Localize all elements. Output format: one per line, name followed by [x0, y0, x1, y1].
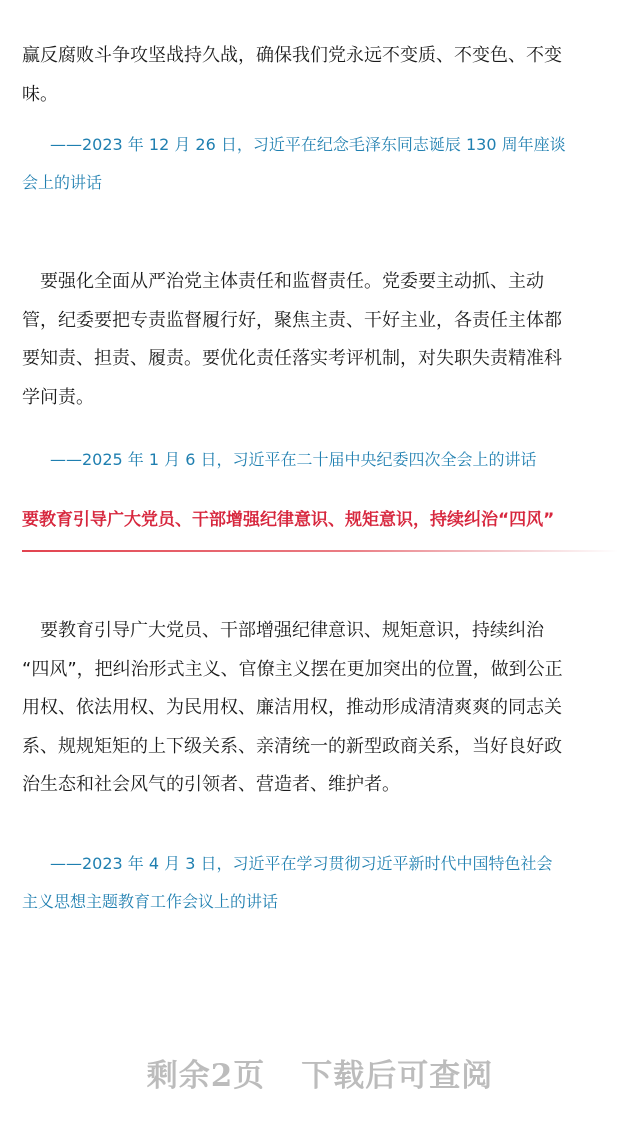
paragraph-line: 要知责、担责、履责。要优化责任落实考评机制，对失职失责精准科: [22, 348, 562, 369]
citation-line: 主义思想主题教育工作会议上的讲话: [22, 892, 279, 911]
section-heading: 要教育引导广大党员、干部增强纪律意识、规矩意识，持续纠治“四风”: [22, 510, 555, 530]
source-citation-3: [22, 845, 622, 921]
citation-line: 会上的讲话: [22, 173, 103, 192]
citation-line: ——2023 年 4 月 3 日，习近平在学习贯彻习近平新时代中国特色社会: [50, 854, 553, 873]
paragraph-line: 味。: [22, 83, 58, 105]
citation-line: ——2023 年 12 月 26 日，习近平在纪念毛泽东同志诞辰 130 周年座谈: [50, 135, 566, 154]
paragraph-line: “四风”，把纠治形式主义、官僚主义摆在更加突出的位置，做到公正: [22, 658, 563, 680]
paragraph-line: 赢反腐败斗争攻坚战持久战，确保我们党永远不变质、不变色、不变: [22, 45, 562, 66]
source-citation-1: [22, 126, 622, 202]
quote-block-1: [22, 37, 622, 114]
section-divider: [22, 550, 618, 552]
paragraph-line: 治生态和社会风气的引领者、营造者、维护者。: [22, 774, 400, 795]
quote-paragraph: [22, 612, 622, 805]
quote-block-3: [22, 612, 622, 805]
source-citation-2: [22, 441, 622, 479]
paragraph-line: 管，纪委要把专责监督履行好，聚焦主责、干好主业，各责任主体都: [22, 309, 562, 331]
paragraph-line: 要强化全面从严治党主体责任和监督责任。党委要主动抓、主动: [22, 271, 544, 292]
citation-line: ——2025 年 1 月 6 日，习近平在二十届中央纪委四次全会上的讲话: [50, 450, 537, 469]
quote-paragraph: [22, 263, 622, 417]
quote-paragraph: [22, 37, 622, 114]
remaining-pages-label: 剩余2页: [146, 1058, 266, 1094]
download-to-view-label: 下载后可查阅: [301, 1058, 494, 1094]
download-prompt[interactable]: [0, 1050, 640, 1095]
paragraph-line: 系、规规矩矩的上下级关系、亲清统一的新型政商关系，当好良好政: [22, 735, 562, 757]
paragraph-line: 用权、依法用权、为民用权、廉洁用权，推动形成清清爽爽的同志关: [22, 697, 562, 718]
paragraph-line: 学问责。: [22, 386, 94, 408]
quote-block-2: [22, 263, 622, 417]
paragraph-line: 要教育引导广大党员、干部增强纪律意识、规矩意识，持续纠治: [22, 620, 544, 641]
